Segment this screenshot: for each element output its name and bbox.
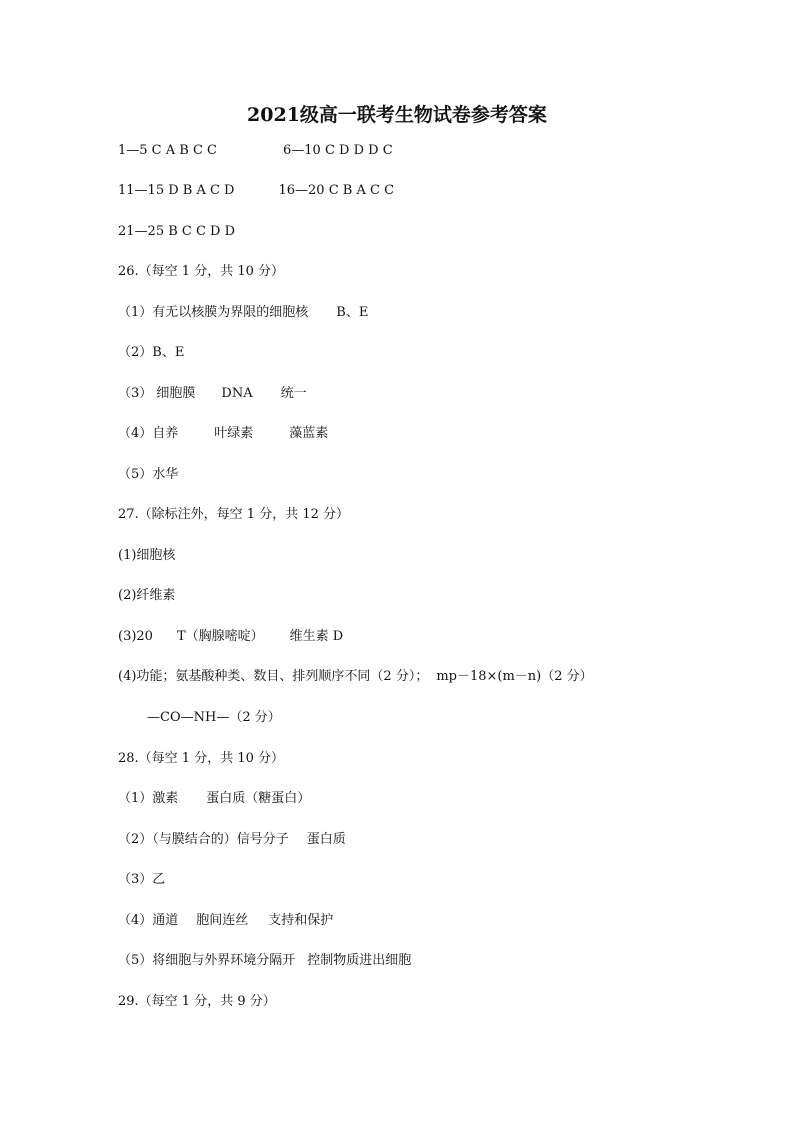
answer-range: 16—20 C B A C C [278, 183, 395, 198]
answer-range: 1—5 C A B C C [118, 143, 217, 158]
answer-line [118, 224, 235, 240]
answer-line: （5）水华 [118, 467, 179, 482]
answer-line [118, 183, 394, 199]
answer-line: (3)20 T（胸腺嘧啶） 维生素 D [118, 629, 344, 644]
answer-line: （4）自养 叶绿素 藻蓝素 [118, 426, 329, 441]
answer-range: 11—15 D B A C D [118, 183, 235, 198]
answer-line: （2）B、E [118, 345, 185, 360]
answer-line: (2)纤维素 [118, 588, 176, 603]
answer-range: 6—10 C D D D C [283, 143, 393, 158]
answer-line: —CO—NH—（2 分） [147, 710, 281, 725]
page-title: 2021级高一联考生物试卷参考答案 [247, 104, 547, 126]
question-header: 27.（除标注外，每空 1 分，共 12 分） [118, 507, 350, 522]
question-header: 28.（每空 1 分，共 10 分） [118, 751, 285, 766]
answer-line: （5）将细胞与外界环境分隔开 控制物质进出细胞 [118, 953, 412, 968]
answer-line: （4）通道 胞间连丝 支持和保护 [118, 913, 334, 928]
answer-line: （1）激素 蛋白质（糖蛋白） [118, 791, 311, 806]
answer-line: (4)功能；氨基酸种类、数目、排列顺序不同（2 分）； mp－18×(m－n)（2 分） [118, 669, 593, 684]
answer-line: (1)细胞核 [118, 548, 176, 563]
question-header: 26.（每空 1 分，共 10 分） [118, 264, 285, 279]
answer-line: （1）有无以核膜为界限的细胞核 B、E [118, 305, 369, 320]
answer-line: （3）乙 [118, 872, 166, 887]
answer-line [118, 143, 393, 159]
answer-line: （3） 细胞膜 DNA 统一 [118, 386, 307, 401]
answer-range: 21—25 B C C D D [118, 224, 236, 239]
answer-line: （2）（与膜结合的）信号分子 蛋白质 [118, 832, 346, 847]
question-header: 29.（每空 1 分，共 9 分） [118, 994, 276, 1009]
